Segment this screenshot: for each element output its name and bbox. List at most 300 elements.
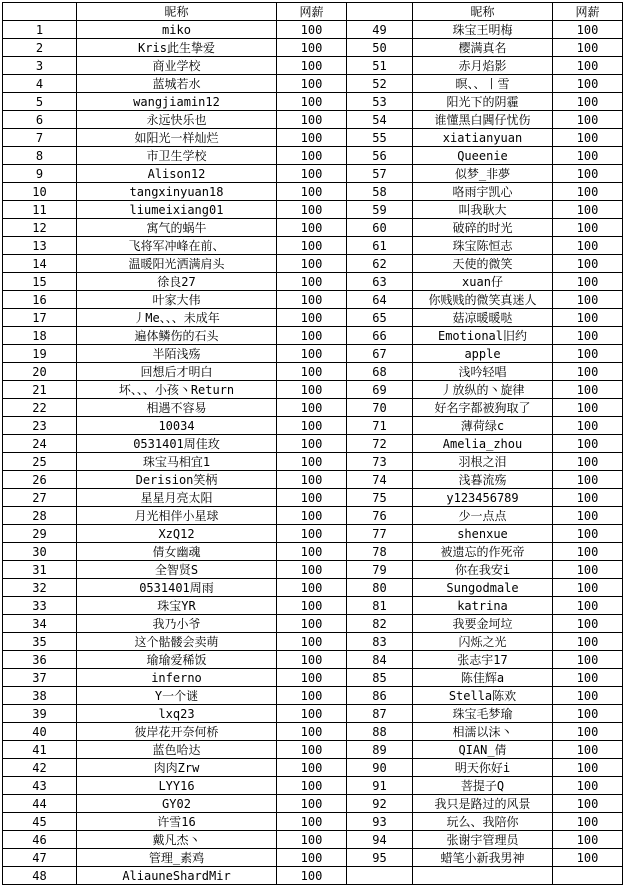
row-salary: 100 [553,255,623,273]
row-index: 43 [3,777,77,795]
row-salary: 100 [277,345,347,363]
row-index: 55 [347,129,413,147]
table-row [3,381,623,399]
row-nickname: 我乃小爷 [77,615,277,633]
row-nickname: Stella陈欢 [413,687,553,705]
row-nickname: 0531401周雨 [77,579,277,597]
row-salary: 100 [553,705,623,723]
row-index: 41 [3,741,77,759]
row-salary: 100 [277,291,347,309]
row-salary: 100 [553,849,623,867]
row-nickname: 彼岸花开奈何桥 [77,723,277,741]
row-nickname: 戴凡杰丶 [77,831,277,849]
row-index: 49 [347,21,413,39]
table-row [3,165,623,183]
row-nickname: 回想后才明白 [77,363,277,381]
row-nickname: 半陌浅殇 [77,345,277,363]
row-index: 76 [347,507,413,525]
row-salary: 100 [277,543,347,561]
row-index: 29 [3,525,77,543]
row-salary: 100 [553,669,623,687]
row-index: 46 [3,831,77,849]
row-nickname: Y一个谜 [77,687,277,705]
table-row [3,75,623,93]
row-salary: 100 [277,831,347,849]
row-nickname: 好名字都被狗取了 [413,399,553,417]
row-index: 5 [3,93,77,111]
row-nickname: LYY16 [77,777,277,795]
row-salary: 100 [553,291,623,309]
row-nickname: 叶家大伟 [77,291,277,309]
row-nickname: 闪烁之光 [413,633,553,651]
row-index: 82 [347,615,413,633]
header-index-left [3,3,77,21]
row-nickname: 丿Me、、、未成年 [77,309,277,327]
row-index: 2 [3,39,77,57]
row-salary: 100 [277,255,347,273]
empty-cell [413,867,553,885]
row-index: 18 [3,327,77,345]
row-index: 33 [3,597,77,615]
row-nickname: 张志宇17 [413,651,553,669]
row-index: 22 [3,399,77,417]
row-index: 24 [3,435,77,453]
row-index: 32 [3,579,77,597]
row-index: 71 [347,417,413,435]
row-salary: 100 [553,75,623,93]
row-nickname: 你贱贱的微笑真迷人 [413,291,553,309]
table-row [3,579,623,597]
row-nickname: 管理_素鸡 [77,849,277,867]
row-nickname: 相濡以沫丶 [413,723,553,741]
table-row [3,147,623,165]
table-row [3,633,623,651]
row-index: 77 [347,525,413,543]
row-salary: 100 [277,615,347,633]
row-nickname: 市卫生学校 [77,147,277,165]
table-row [3,399,623,417]
row-index: 17 [3,309,77,327]
table-row [3,129,623,147]
table-row [3,795,623,813]
row-index: 26 [3,471,77,489]
row-index: 92 [347,795,413,813]
table-row [3,39,623,57]
row-index: 67 [347,345,413,363]
header-nickname-right: 昵称 [413,3,553,21]
row-nickname: 谁懂黑白閪仔忧伤 [413,111,553,129]
row-nickname: 这个骷髅会卖萌 [77,633,277,651]
row-salary: 100 [553,417,623,435]
row-salary: 100 [277,417,347,435]
row-nickname: 如阳光一样灿烂 [77,129,277,147]
row-salary: 100 [553,21,623,39]
row-index: 14 [3,255,77,273]
row-nickname: apple [413,345,553,363]
row-index: 86 [347,687,413,705]
row-index: 73 [347,453,413,471]
row-salary: 100 [277,183,347,201]
row-index: 60 [347,219,413,237]
row-nickname: 10034 [77,417,277,435]
table-row [3,111,623,129]
row-salary: 100 [277,165,347,183]
table-row [3,759,623,777]
table-row [3,777,623,795]
row-index: 65 [347,309,413,327]
row-index: 30 [3,543,77,561]
row-index: 87 [347,705,413,723]
table-row [3,525,623,543]
row-salary: 100 [277,57,347,75]
row-index: 81 [347,597,413,615]
row-salary: 100 [553,399,623,417]
row-nickname: 蓝城若水 [77,75,277,93]
table-row [3,57,623,75]
row-salary: 100 [277,579,347,597]
row-nickname: 浅吟轻唱 [413,363,553,381]
row-index: 79 [347,561,413,579]
row-nickname: 天使的微笑 [413,255,553,273]
row-nickname: 徐良27 [77,273,277,291]
row-nickname: 珠宝陈恒志 [413,237,553,255]
row-salary: 100 [277,327,347,345]
table-row [3,723,623,741]
row-nickname: 丿放纵的丶旋律 [413,381,553,399]
nickname-salary-table [2,2,623,885]
row-salary: 100 [277,237,347,255]
table-row [3,417,623,435]
row-nickname: y123456789 [413,489,553,507]
row-nickname: AliauneShardMir [77,867,277,885]
row-nickname: 全智贤S [77,561,277,579]
row-nickname: 蓝色哈达 [77,741,277,759]
row-nickname: liumeixiang01 [77,201,277,219]
table-row [3,615,623,633]
row-nickname: 蜡笔小新我男神 [413,849,553,867]
row-salary: 100 [277,399,347,417]
row-nickname: 月光相伴小星球 [77,507,277,525]
row-index: 25 [3,453,77,471]
row-nickname: shenxue [413,525,553,543]
row-nickname: 星星月亮太阳 [77,489,277,507]
row-nickname: 珠宝YR [77,597,277,615]
row-salary: 100 [277,21,347,39]
row-salary: 100 [553,201,623,219]
row-salary: 100 [277,39,347,57]
table-row [3,849,623,867]
row-salary: 100 [553,795,623,813]
empty-cell [347,867,413,885]
table-row [3,507,623,525]
row-nickname: Queenie [413,147,553,165]
row-index: 54 [347,111,413,129]
row-salary: 100 [553,777,623,795]
row-index: 53 [347,93,413,111]
header-salary-right: 网薪 [553,3,623,21]
row-salary: 100 [553,759,623,777]
table-row [3,273,623,291]
row-nickname: 倩女幽魂 [77,543,277,561]
row-nickname: 温暖阳光洒满肩头 [77,255,277,273]
row-salary: 100 [553,651,623,669]
row-index: 6 [3,111,77,129]
table-row [3,489,623,507]
row-nickname: 似梦_非夢 [413,165,553,183]
row-nickname: 破碎的时光 [413,219,553,237]
table-row [3,453,623,471]
row-nickname: Emotional旧约 [413,327,553,345]
row-salary: 100 [553,597,623,615]
row-salary: 100 [553,831,623,849]
row-salary: 100 [277,633,347,651]
row-index: 74 [347,471,413,489]
row-salary: 100 [277,561,347,579]
row-nickname: xiatianyuan [413,129,553,147]
row-nickname: 叫我耿大 [413,201,553,219]
table-row [3,471,623,489]
table-row [3,93,623,111]
row-salary: 100 [277,147,347,165]
row-nickname: Sungodmale [413,579,553,597]
row-nickname: 咯雨宇凯心 [413,183,553,201]
table-row [3,831,623,849]
row-salary: 100 [553,237,623,255]
row-nickname: 张谢宇管理员 [413,831,553,849]
table-row [3,363,623,381]
row-index: 1 [3,21,77,39]
row-salary: 100 [553,723,623,741]
row-nickname: 你在我安i [413,561,553,579]
row-salary: 100 [553,111,623,129]
row-index: 28 [3,507,77,525]
row-nickname: 寓气的蜗牛 [77,219,277,237]
row-salary: 100 [553,633,623,651]
row-salary: 100 [553,561,623,579]
row-salary: 100 [277,777,347,795]
row-salary: 100 [277,705,347,723]
row-index: 45 [3,813,77,831]
table-row [3,327,623,345]
row-nickname: 我只是路过的风景 [413,795,553,813]
row-index: 52 [347,75,413,93]
row-salary: 100 [277,363,347,381]
row-nickname: 少一点点 [413,507,553,525]
table-row [3,345,623,363]
row-index: 3 [3,57,77,75]
row-salary: 100 [277,273,347,291]
row-index: 90 [347,759,413,777]
row-index: 21 [3,381,77,399]
row-index: 68 [347,363,413,381]
table-row [3,237,623,255]
row-nickname: 被遗忘的作死帝 [413,543,553,561]
row-salary: 100 [277,723,347,741]
row-index: 7 [3,129,77,147]
row-nickname: Alison12 [77,165,277,183]
row-index: 94 [347,831,413,849]
row-salary: 100 [553,93,623,111]
row-salary: 100 [277,219,347,237]
row-nickname: 遍体鳞伤的石头 [77,327,277,345]
table-row [3,309,623,327]
row-salary: 100 [553,309,623,327]
row-index: 51 [347,57,413,75]
header-salary-left: 网薪 [277,3,347,21]
row-index: 20 [3,363,77,381]
row-nickname: 商业学校 [77,57,277,75]
row-salary: 100 [277,849,347,867]
row-salary: 100 [553,39,623,57]
row-index: 64 [347,291,413,309]
row-nickname: 许雪16 [77,813,277,831]
row-index: 13 [3,237,77,255]
row-index: 84 [347,651,413,669]
row-salary: 100 [277,453,347,471]
row-nickname: 薄荷绿c [413,417,553,435]
row-index: 83 [347,633,413,651]
row-nickname: 羽根之泪 [413,453,553,471]
row-salary: 100 [553,147,623,165]
row-nickname: 阳光下的阴霾 [413,93,553,111]
row-salary: 100 [553,183,623,201]
row-salary: 100 [553,615,623,633]
table-row [3,435,623,453]
row-index: 16 [3,291,77,309]
row-nickname: 赤月焰影 [413,57,553,75]
row-index: 48 [3,867,77,885]
table-row [3,669,623,687]
row-index: 40 [3,723,77,741]
row-index: 4 [3,75,77,93]
row-salary: 100 [277,129,347,147]
row-index: 75 [347,489,413,507]
row-index: 57 [347,165,413,183]
table-row [3,813,623,831]
row-nickname: QIAN_倩 [413,741,553,759]
row-index: 12 [3,219,77,237]
row-salary: 100 [553,525,623,543]
row-salary: 100 [553,507,623,525]
row-nickname: 珠宝王明梅 [413,21,553,39]
table-row [3,219,623,237]
row-index: 39 [3,705,77,723]
row-salary: 100 [277,75,347,93]
row-salary: 100 [277,111,347,129]
row-index: 56 [347,147,413,165]
row-salary: 100 [277,93,347,111]
row-salary: 100 [277,813,347,831]
row-index: 19 [3,345,77,363]
table-row [3,543,623,561]
row-nickname: 菇凉暖暖哒 [413,309,553,327]
row-index: 23 [3,417,77,435]
row-salary: 100 [277,381,347,399]
row-index: 70 [347,399,413,417]
row-nickname: 明天你好i [413,759,553,777]
row-nickname: 肉肉Zrw [77,759,277,777]
row-index: 47 [3,849,77,867]
row-index: 9 [3,165,77,183]
row-nickname: Amelia_zhou [413,435,553,453]
row-salary: 100 [553,129,623,147]
row-index: 85 [347,669,413,687]
row-salary: 100 [553,813,623,831]
row-index: 89 [347,741,413,759]
row-salary: 100 [553,327,623,345]
row-index: 95 [347,849,413,867]
row-index: 93 [347,813,413,831]
row-index: 88 [347,723,413,741]
row-nickname: Kris此生挚爱 [77,39,277,57]
row-salary: 100 [277,201,347,219]
row-nickname: xuan仔 [413,273,553,291]
row-salary: 100 [277,795,347,813]
row-index: 69 [347,381,413,399]
row-nickname: 我要金坷垃 [413,615,553,633]
row-nickname: 樱满真名 [413,39,553,57]
row-index: 8 [3,147,77,165]
row-salary: 100 [553,219,623,237]
row-nickname: 菩提子Q [413,777,553,795]
row-nickname: inferno [77,669,277,687]
table-row [3,741,623,759]
row-index: 61 [347,237,413,255]
row-salary: 100 [553,489,623,507]
row-index: 50 [347,39,413,57]
row-index: 42 [3,759,77,777]
row-nickname: 陈佳辉a [413,669,553,687]
row-nickname: tangxinyuan18 [77,183,277,201]
row-nickname: 暝、、丨雪 [413,75,553,93]
row-nickname: XzQ12 [77,525,277,543]
row-salary: 100 [553,741,623,759]
row-nickname: 瑜瑜爱稀饭 [77,651,277,669]
table-row [3,183,623,201]
row-salary: 100 [553,345,623,363]
row-salary: 100 [277,651,347,669]
row-index: 66 [347,327,413,345]
row-salary: 100 [553,381,623,399]
row-salary: 100 [277,435,347,453]
table-row [3,561,623,579]
row-salary: 100 [277,471,347,489]
row-salary: 100 [277,597,347,615]
row-nickname: 坏、、、小孩丶Return [77,381,277,399]
row-nickname: wangjiamin12 [77,93,277,111]
row-nickname: katrina [413,597,553,615]
row-salary: 100 [553,57,623,75]
empty-cell [553,867,623,885]
row-index: 31 [3,561,77,579]
row-nickname: 永远快乐也 [77,111,277,129]
row-nickname: 相遇不容易 [77,399,277,417]
table-row [3,597,623,615]
row-index: 62 [347,255,413,273]
table-row [3,291,623,309]
row-index: 80 [347,579,413,597]
table-row [3,651,623,669]
row-salary: 100 [277,489,347,507]
row-nickname: 0531401周佳玫 [77,435,277,453]
row-salary: 100 [277,687,347,705]
row-salary: 100 [277,309,347,327]
row-index: 15 [3,273,77,291]
row-nickname: miko [77,21,277,39]
row-nickname: lxq23 [77,705,277,723]
row-nickname: GY02 [77,795,277,813]
row-nickname: Derision笑柄 [77,471,277,489]
